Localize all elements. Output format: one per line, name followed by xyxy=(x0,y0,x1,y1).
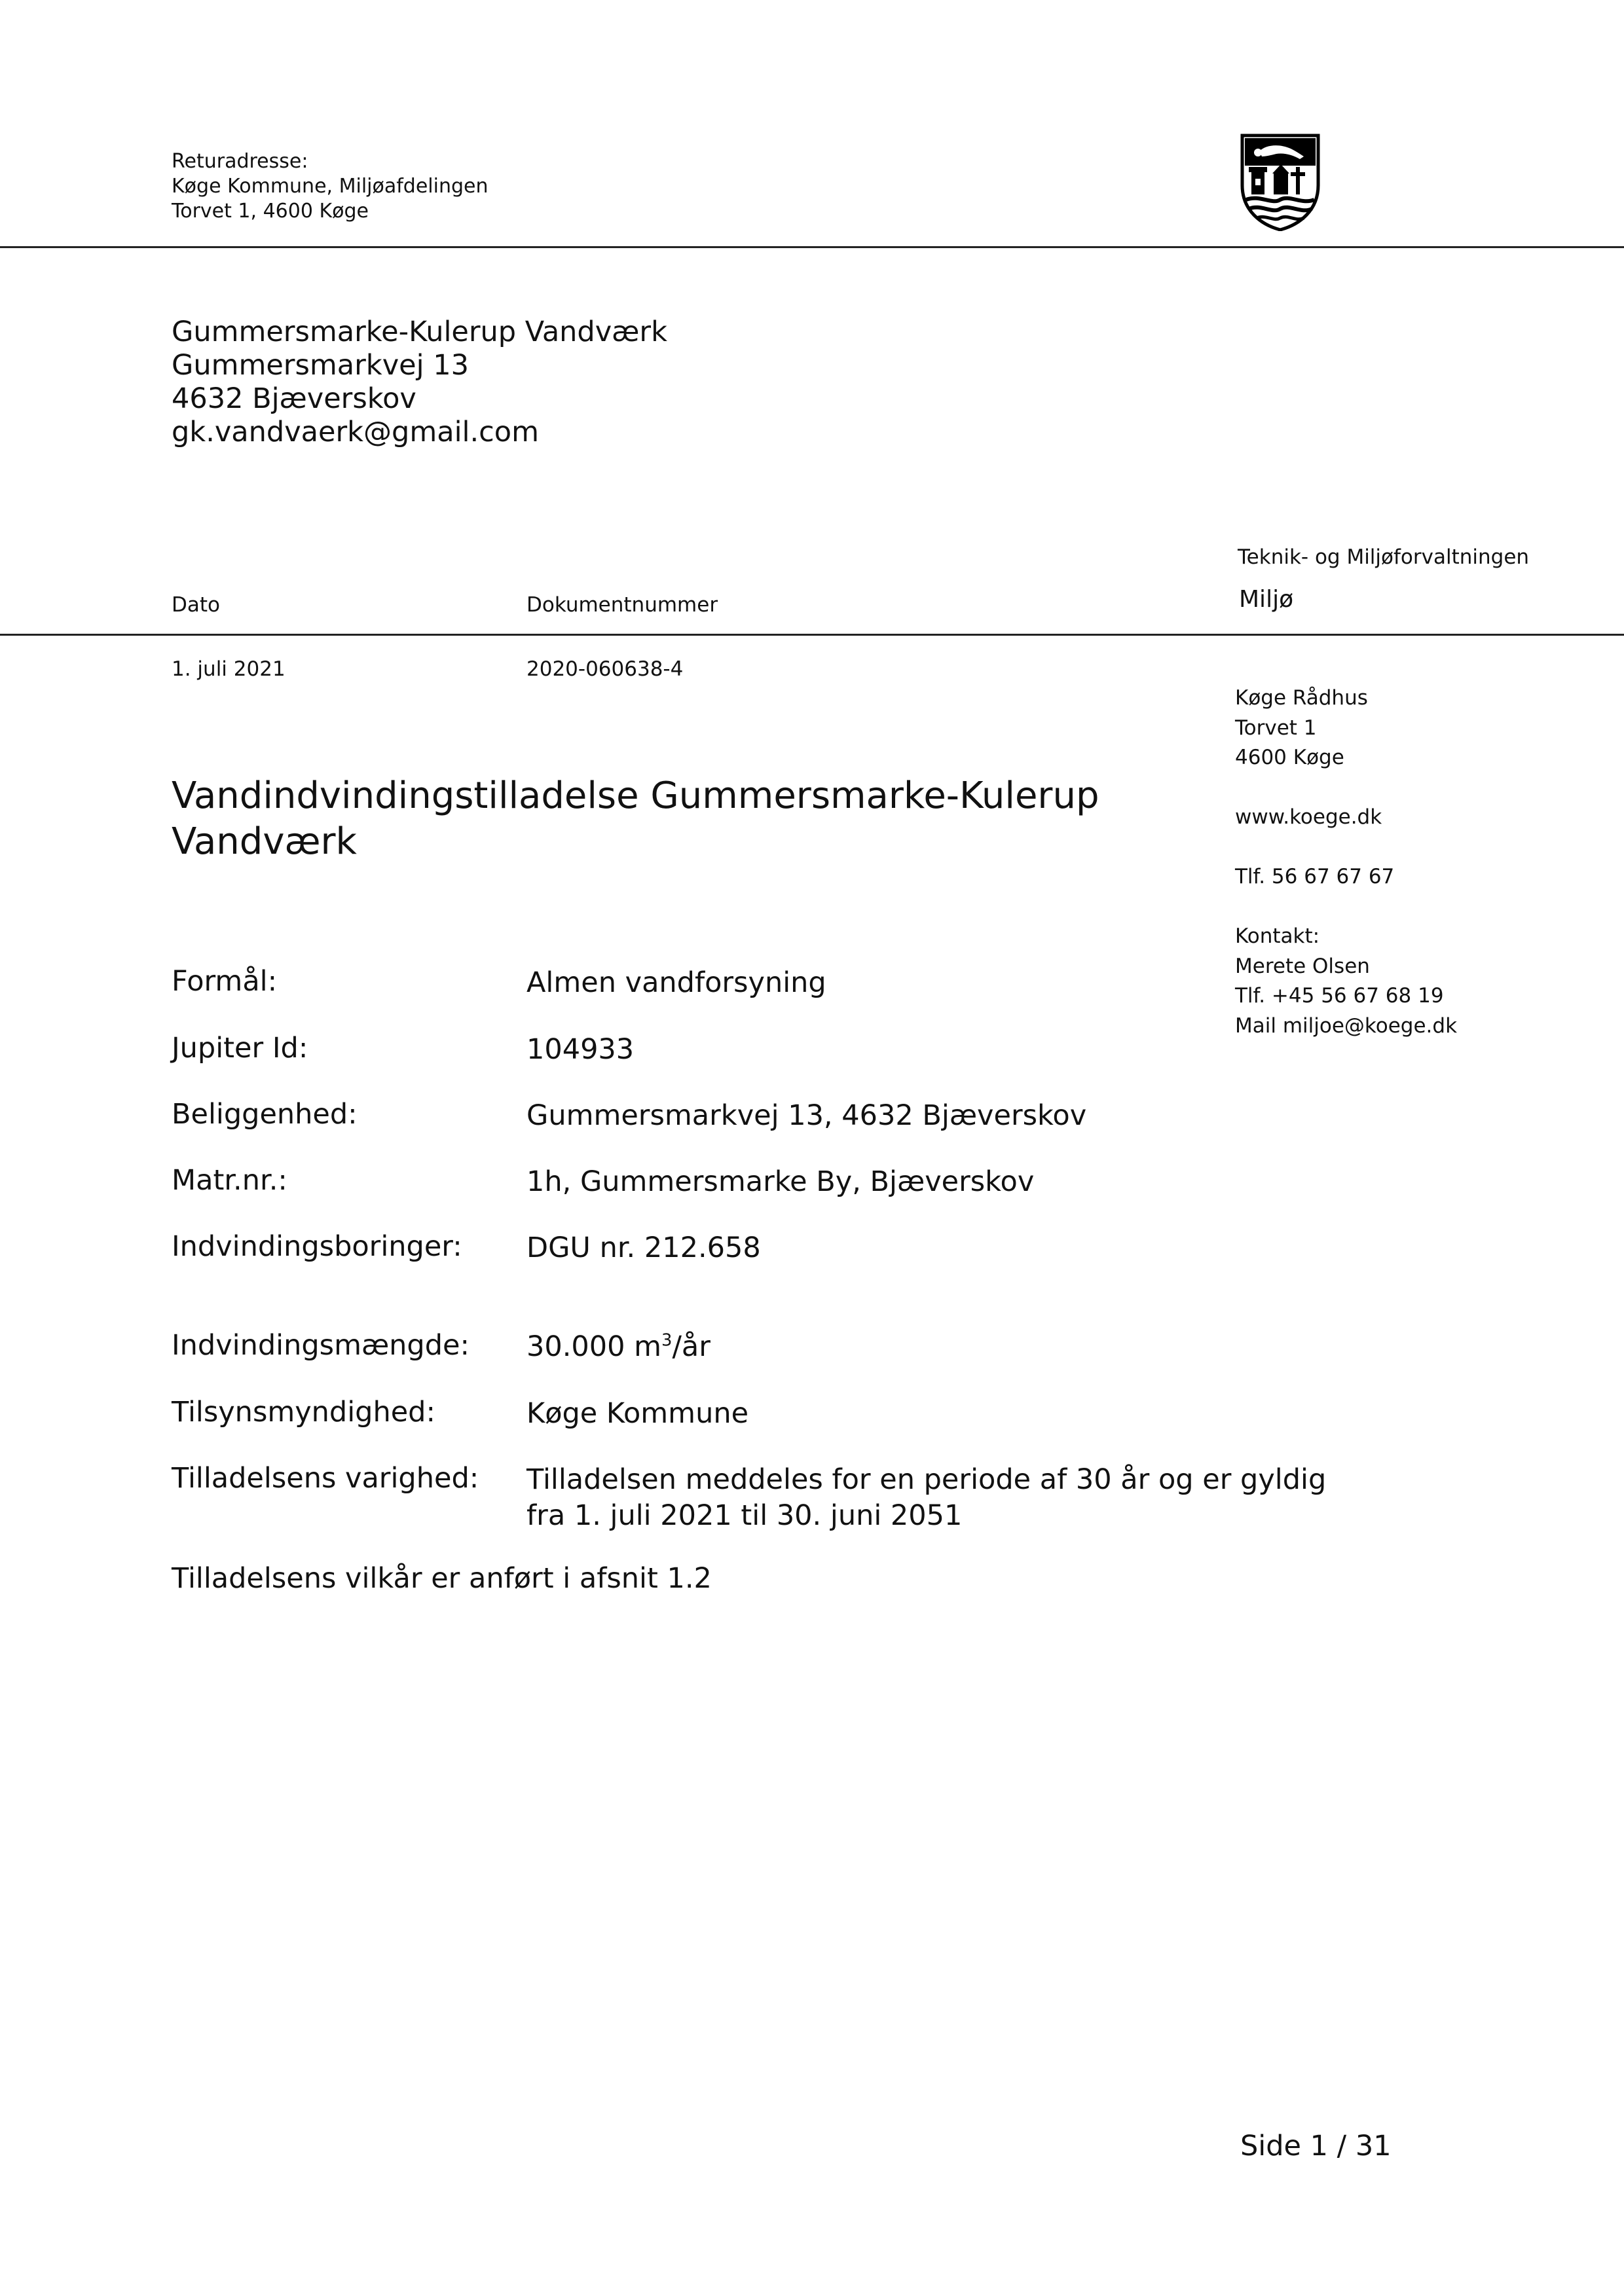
volume-amount: 30.000 m xyxy=(526,1330,662,1363)
recipient-street: Gummersmarkvej 13 xyxy=(172,349,469,382)
sidebar-spacer xyxy=(1235,773,1457,803)
sidebar-city: 4600 Køge xyxy=(1235,746,1344,769)
document-title: Vandindvindingstilladelse Gummersmarke-Kulerup Vandværk xyxy=(172,774,1099,863)
page-number: Side 1 / 31 xyxy=(1240,2130,1392,2162)
department-name: Teknik- og Miljøforvaltningen xyxy=(1238,545,1530,569)
location-label: Beliggenhed: xyxy=(172,1098,358,1131)
unit-name: Miljø xyxy=(1239,586,1294,613)
cadastre-value: 1h, Gummersmarke By, Bjæverskov xyxy=(526,1165,1035,1198)
purpose-value: Almen vandforsyning xyxy=(526,966,826,999)
duration-line1: Tilladelsen meddeles for en periode af 30 år og er gyldig xyxy=(526,1463,1327,1496)
recipient-address xyxy=(172,316,667,449)
duration-value xyxy=(526,1462,1326,1534)
date-label: Dato xyxy=(172,593,220,617)
duration-label: Tilladelsens varighed: xyxy=(172,1462,479,1495)
koege-coat-of-arms-logo xyxy=(1240,133,1321,231)
header-divider xyxy=(0,246,1624,248)
sidebar-contact-name: Merete Olsen xyxy=(1235,954,1370,978)
sidebar-contact-phone: Tlf. +45 56 67 68 19 xyxy=(1235,984,1444,1008)
sidebar-web-link[interactable]: www.koege.dk xyxy=(1235,805,1382,829)
jupiter-id-label: Jupiter Id: xyxy=(172,1032,308,1065)
return-address-line2: Torvet 1, 4600 Køge xyxy=(172,200,369,223)
sidebar-street: Torvet 1 xyxy=(1235,716,1317,740)
sidebar-spacer xyxy=(1235,892,1457,922)
coat-of-arms-icon xyxy=(1240,133,1321,231)
authority-value: Køge Kommune xyxy=(526,1397,749,1430)
return-address-line1: Køge Kommune, Miljøafdelingen xyxy=(172,175,489,198)
volume-label: Indvindingsmængde: xyxy=(172,1329,470,1362)
purpose-label: Formål: xyxy=(172,965,278,998)
location-value: Gummersmarkvej 13, 4632 Bjæverskov xyxy=(526,1099,1087,1132)
volume-exponent: 3 xyxy=(661,1330,673,1351)
jupiter-id-value: 104933 xyxy=(526,1033,635,1066)
sidebar-office: Køge Rådhus xyxy=(1235,686,1368,710)
return-address xyxy=(172,149,489,224)
conditions-note: Tilladelsens vilkår er anført i afsnit 1.2 xyxy=(172,1562,712,1595)
authority-label: Tilsynsmyndighed: xyxy=(172,1396,435,1429)
recipient-email: gk.vandvaerk@gmail.com xyxy=(172,416,539,448)
volume-unit: /år xyxy=(672,1330,710,1363)
wells-value: DGU nr. 212.658 xyxy=(526,1231,761,1264)
duration-line2: fra 1. juli 2021 til 30. juni 2051 xyxy=(526,1499,963,1532)
recipient-name: Gummersmarke-Kulerup Vandværk xyxy=(172,316,667,348)
sidebar-contact-label: Kontakt: xyxy=(1235,924,1320,948)
sidebar-phone: Tlf. 56 67 67 67 xyxy=(1235,865,1395,888)
sidebar-spacer xyxy=(1235,833,1457,863)
return-address-label: Returadresse: xyxy=(172,150,308,173)
sidebar-contact-mail: Mail miljoe@koege.dk xyxy=(1235,1013,1458,1038)
contact-sidebar xyxy=(1235,683,1457,1041)
wells-label: Indvindingsboringer: xyxy=(172,1230,462,1263)
docnum-value: 2020-060638-4 xyxy=(526,657,684,681)
volume-value xyxy=(526,1329,710,1365)
date-value: 1. juli 2021 xyxy=(172,657,286,681)
recipient-city: 4632 Bjæverskov xyxy=(172,382,416,415)
meta-divider xyxy=(0,634,1624,636)
docnum-label: Dokumentnummer xyxy=(526,593,718,617)
cadastre-label: Matr.nr.: xyxy=(172,1164,287,1197)
